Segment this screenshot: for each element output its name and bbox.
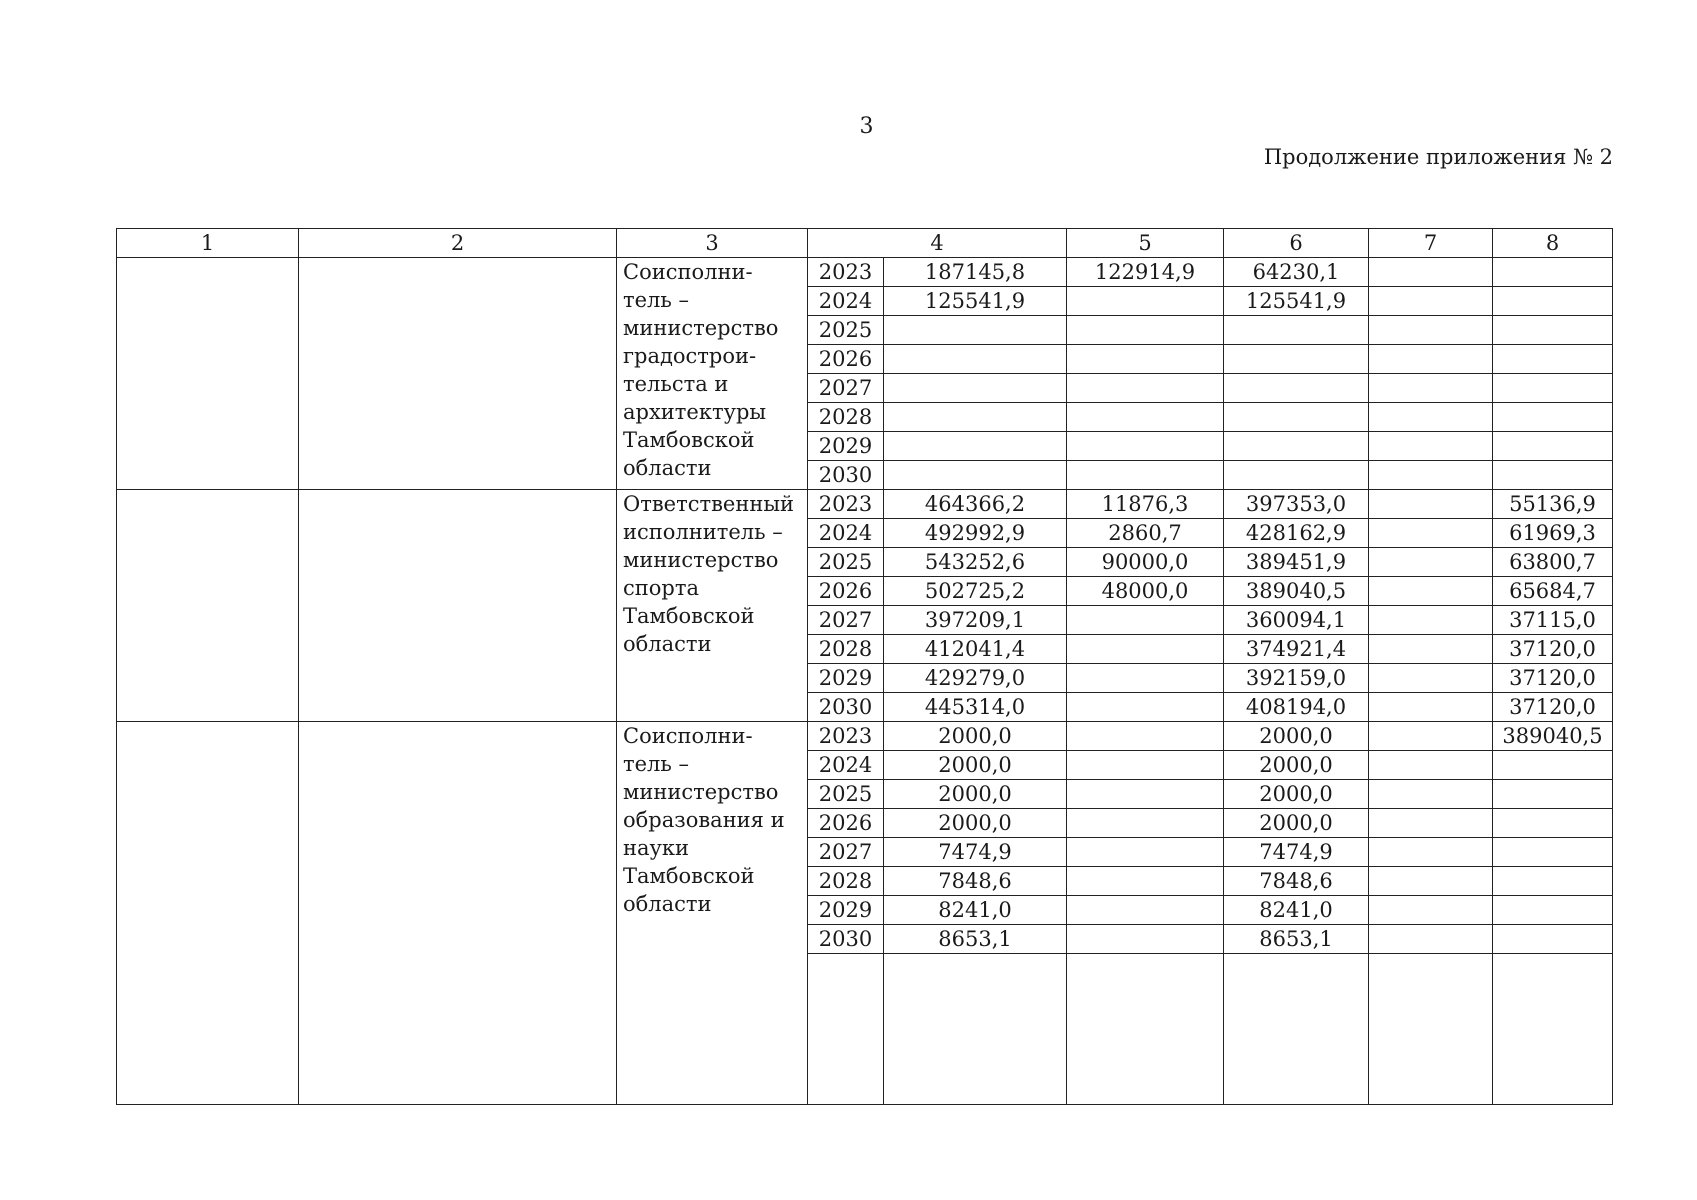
executor-line: министерство <box>623 548 779 572</box>
table-row <box>117 258 1613 287</box>
executor-line: тель – <box>623 288 689 312</box>
cell-col-5 <box>1067 345 1224 374</box>
cell-col-7 <box>1369 403 1493 432</box>
cell-col-5 <box>1067 374 1224 403</box>
executor-cell <box>617 490 808 722</box>
executor-line: исполнитель – <box>623 520 783 544</box>
cell-col-7 <box>1369 258 1493 287</box>
year-cell: 2029 <box>808 896 884 925</box>
header-col-7: 7 <box>1369 229 1493 258</box>
cell-col-6: 408194,0 <box>1224 693 1369 722</box>
header-col-2: 2 <box>299 229 617 258</box>
cell-col-4: 125541,9 <box>884 287 1067 316</box>
header-col-3: 3 <box>617 229 808 258</box>
cell-col-7 <box>1369 548 1493 577</box>
cell-col-7 <box>1369 809 1493 838</box>
cell-col-5 <box>1067 925 1224 954</box>
year-cell: 2024 <box>808 751 884 780</box>
cell-col-4: 2000,0 <box>884 780 1067 809</box>
executor-line: образования и <box>623 808 785 832</box>
executor-cell <box>617 258 808 490</box>
cell-col-8 <box>1493 287 1613 316</box>
cell-col-8 <box>1493 838 1613 867</box>
cell-col-8: 61969,3 <box>1493 519 1613 548</box>
cell-col-6 <box>1224 403 1369 432</box>
cell-col-6: 8241,0 <box>1224 896 1369 925</box>
cell-col-7 <box>1369 635 1493 664</box>
cell-col-8 <box>1493 258 1613 287</box>
filler-cell <box>1493 954 1613 1105</box>
cell-col-7 <box>1369 287 1493 316</box>
table-row <box>117 722 1613 751</box>
cell-col-7 <box>1369 751 1493 780</box>
year-cell: 2027 <box>808 374 884 403</box>
cell-col-8: 65684,7 <box>1493 577 1613 606</box>
cell-col-6 <box>1224 461 1369 490</box>
executor-line: Соисполни- <box>623 260 753 284</box>
cell-col-4: 412041,4 <box>884 635 1067 664</box>
cell-col-8 <box>1493 403 1613 432</box>
executor-cell <box>617 722 808 1105</box>
cell-col-8: 63800,7 <box>1493 548 1613 577</box>
cell-col-4 <box>884 316 1067 345</box>
year-cell: 2029 <box>808 432 884 461</box>
header-col-1: 1 <box>117 229 299 258</box>
cell-col-4: 429279,0 <box>884 664 1067 693</box>
cell-col-8 <box>1493 374 1613 403</box>
year-cell: 2024 <box>808 519 884 548</box>
year-cell: 2030 <box>808 461 884 490</box>
cell-col-6 <box>1224 345 1369 374</box>
cell-col-5: 2860,7 <box>1067 519 1224 548</box>
year-cell: 2027 <box>808 838 884 867</box>
cell-col-5 <box>1067 751 1224 780</box>
cell-col-4: 8653,1 <box>884 925 1067 954</box>
cell-col-7 <box>1369 461 1493 490</box>
cell-col-1 <box>117 722 299 1105</box>
executor-line: Ответственный <box>623 492 795 516</box>
cell-col-8 <box>1493 809 1613 838</box>
cell-col-2 <box>299 258 617 490</box>
cell-col-8 <box>1493 867 1613 896</box>
year-cell: 2025 <box>808 780 884 809</box>
executor-line: тель – <box>623 752 689 776</box>
cell-col-4: 492992,9 <box>884 519 1067 548</box>
cell-col-5 <box>1067 287 1224 316</box>
cell-col-8: 37120,0 <box>1493 664 1613 693</box>
cell-col-7 <box>1369 693 1493 722</box>
cell-col-5 <box>1067 461 1224 490</box>
cell-col-6: 389040,5 <box>1224 577 1369 606</box>
cell-col-5 <box>1067 432 1224 461</box>
filler-cell <box>1369 954 1493 1105</box>
cell-col-6: 428162,9 <box>1224 519 1369 548</box>
cell-col-7 <box>1369 519 1493 548</box>
cell-col-6: 397353,0 <box>1224 490 1369 519</box>
cell-col-4 <box>884 461 1067 490</box>
cell-col-5: 122914,9 <box>1067 258 1224 287</box>
cell-col-8 <box>1493 461 1613 490</box>
year-cell: 2026 <box>808 809 884 838</box>
cell-col-6: 389451,9 <box>1224 548 1369 577</box>
cell-col-7 <box>1369 490 1493 519</box>
cell-col-7 <box>1369 925 1493 954</box>
year-cell: 2023 <box>808 490 884 519</box>
cell-col-8 <box>1493 345 1613 374</box>
cell-col-6: 2000,0 <box>1224 780 1369 809</box>
executor-line: области <box>623 632 712 656</box>
cell-col-1 <box>117 258 299 490</box>
cell-col-7 <box>1369 432 1493 461</box>
cell-col-7 <box>1369 606 1493 635</box>
cell-col-4: 397209,1 <box>884 606 1067 635</box>
filler-cell <box>808 954 884 1105</box>
cell-col-1 <box>117 490 299 722</box>
cell-col-7 <box>1369 722 1493 751</box>
cell-col-8 <box>1493 316 1613 345</box>
year-cell: 2023 <box>808 258 884 287</box>
year-cell: 2030 <box>808 693 884 722</box>
executor-line: спорта <box>623 576 699 600</box>
executor-line: тельста и <box>623 372 729 396</box>
cell-col-5 <box>1067 403 1224 432</box>
header-col-5: 5 <box>1067 229 1224 258</box>
table-row <box>117 490 1613 519</box>
cell-col-6 <box>1224 374 1369 403</box>
cell-col-8: 37120,0 <box>1493 635 1613 664</box>
cell-col-7 <box>1369 664 1493 693</box>
cell-col-6: 7848,6 <box>1224 867 1369 896</box>
executor-line: министерство <box>623 316 779 340</box>
cell-col-8 <box>1493 896 1613 925</box>
cell-col-4: 7474,9 <box>884 838 1067 867</box>
cell-col-7 <box>1369 780 1493 809</box>
year-cell: 2024 <box>808 287 884 316</box>
cell-col-4 <box>884 345 1067 374</box>
cell-col-8 <box>1493 751 1613 780</box>
cell-col-8 <box>1493 925 1613 954</box>
cell-col-4: 7848,6 <box>884 867 1067 896</box>
cell-col-4: 543252,6 <box>884 548 1067 577</box>
cell-col-5 <box>1067 896 1224 925</box>
cell-col-8 <box>1493 432 1613 461</box>
year-cell: 2025 <box>808 316 884 345</box>
cell-col-6: 8653,1 <box>1224 925 1369 954</box>
executor-line: градострои- <box>623 344 757 368</box>
year-cell: 2028 <box>808 867 884 896</box>
cell-col-6 <box>1224 316 1369 345</box>
cell-col-8: 55136,9 <box>1493 490 1613 519</box>
cell-col-5: 90000,0 <box>1067 548 1224 577</box>
executor-line: министерство <box>623 780 779 804</box>
executor-line: Тамбовской <box>623 604 755 628</box>
executor-line: Тамбовской <box>623 428 755 452</box>
cell-col-7 <box>1369 896 1493 925</box>
cell-col-6: 360094,1 <box>1224 606 1369 635</box>
cell-col-2 <box>299 722 617 1105</box>
cell-col-5 <box>1067 693 1224 722</box>
cell-col-6: 7474,9 <box>1224 838 1369 867</box>
cell-col-7 <box>1369 345 1493 374</box>
cell-col-4: 464366,2 <box>884 490 1067 519</box>
cell-col-6: 2000,0 <box>1224 722 1369 751</box>
year-cell: 2028 <box>808 635 884 664</box>
cell-col-7 <box>1369 867 1493 896</box>
year-cell: 2026 <box>808 345 884 374</box>
page-number: 3 <box>859 114 874 139</box>
cell-col-5: 48000,0 <box>1067 577 1224 606</box>
cell-col-7 <box>1369 577 1493 606</box>
header-col-8: 8 <box>1493 229 1613 258</box>
cell-col-7 <box>1369 316 1493 345</box>
executor-line: области <box>623 456 712 480</box>
cell-col-7 <box>1369 838 1493 867</box>
cell-col-6: 64230,1 <box>1224 258 1369 287</box>
filler-cell <box>884 954 1067 1105</box>
cell-col-8 <box>1493 780 1613 809</box>
cell-col-5 <box>1067 809 1224 838</box>
cell-col-2 <box>299 490 617 722</box>
cell-col-7 <box>1369 374 1493 403</box>
cell-col-5 <box>1067 780 1224 809</box>
cell-col-4: 2000,0 <box>884 751 1067 780</box>
cell-col-8: 37115,0 <box>1493 606 1613 635</box>
cell-col-5 <box>1067 606 1224 635</box>
cell-col-5: 11876,3 <box>1067 490 1224 519</box>
year-cell: 2025 <box>808 548 884 577</box>
cell-col-8: 389040,5 <box>1493 722 1613 751</box>
cell-col-5 <box>1067 867 1224 896</box>
cell-col-4: 445314,0 <box>884 693 1067 722</box>
cell-col-4 <box>884 432 1067 461</box>
cell-col-4: 2000,0 <box>884 809 1067 838</box>
executor-line: науки <box>623 836 689 860</box>
year-cell: 2028 <box>808 403 884 432</box>
executor-line: Соисполни- <box>623 724 753 748</box>
cell-col-8: 37120,0 <box>1493 693 1613 722</box>
cell-col-5 <box>1067 722 1224 751</box>
cell-col-5 <box>1067 635 1224 664</box>
cell-col-4: 8241,0 <box>884 896 1067 925</box>
header-row <box>117 229 1613 258</box>
executor-line: области <box>623 892 712 916</box>
year-cell: 2026 <box>808 577 884 606</box>
cell-col-4: 502725,2 <box>884 577 1067 606</box>
cell-col-6: 125541,9 <box>1224 287 1369 316</box>
budget-table <box>116 228 1613 1105</box>
filler-cell <box>1224 954 1369 1105</box>
cell-col-4: 2000,0 <box>884 722 1067 751</box>
executor-line: архитектуры <box>623 400 767 424</box>
year-cell: 2027 <box>808 606 884 635</box>
year-cell: 2023 <box>808 722 884 751</box>
cell-col-4: 187145,8 <box>884 258 1067 287</box>
cell-col-6: 392159,0 <box>1224 664 1369 693</box>
cell-col-4 <box>884 374 1067 403</box>
cell-col-6 <box>1224 432 1369 461</box>
executor-line: Тамбовской <box>623 864 755 888</box>
header-col-4: 4 <box>808 229 1067 258</box>
cell-col-4 <box>884 403 1067 432</box>
appendix-continuation-note: Продолжение приложения № 2 <box>1263 145 1613 169</box>
cell-col-6: 2000,0 <box>1224 809 1369 838</box>
year-cell: 2030 <box>808 925 884 954</box>
year-cell: 2029 <box>808 664 884 693</box>
header-col-6: 6 <box>1224 229 1369 258</box>
table-body <box>117 258 1613 1105</box>
cell-col-5 <box>1067 316 1224 345</box>
cell-col-6: 2000,0 <box>1224 751 1369 780</box>
cell-col-6: 374921,4 <box>1224 635 1369 664</box>
cell-col-5 <box>1067 838 1224 867</box>
filler-cell <box>1067 954 1224 1105</box>
cell-col-5 <box>1067 664 1224 693</box>
